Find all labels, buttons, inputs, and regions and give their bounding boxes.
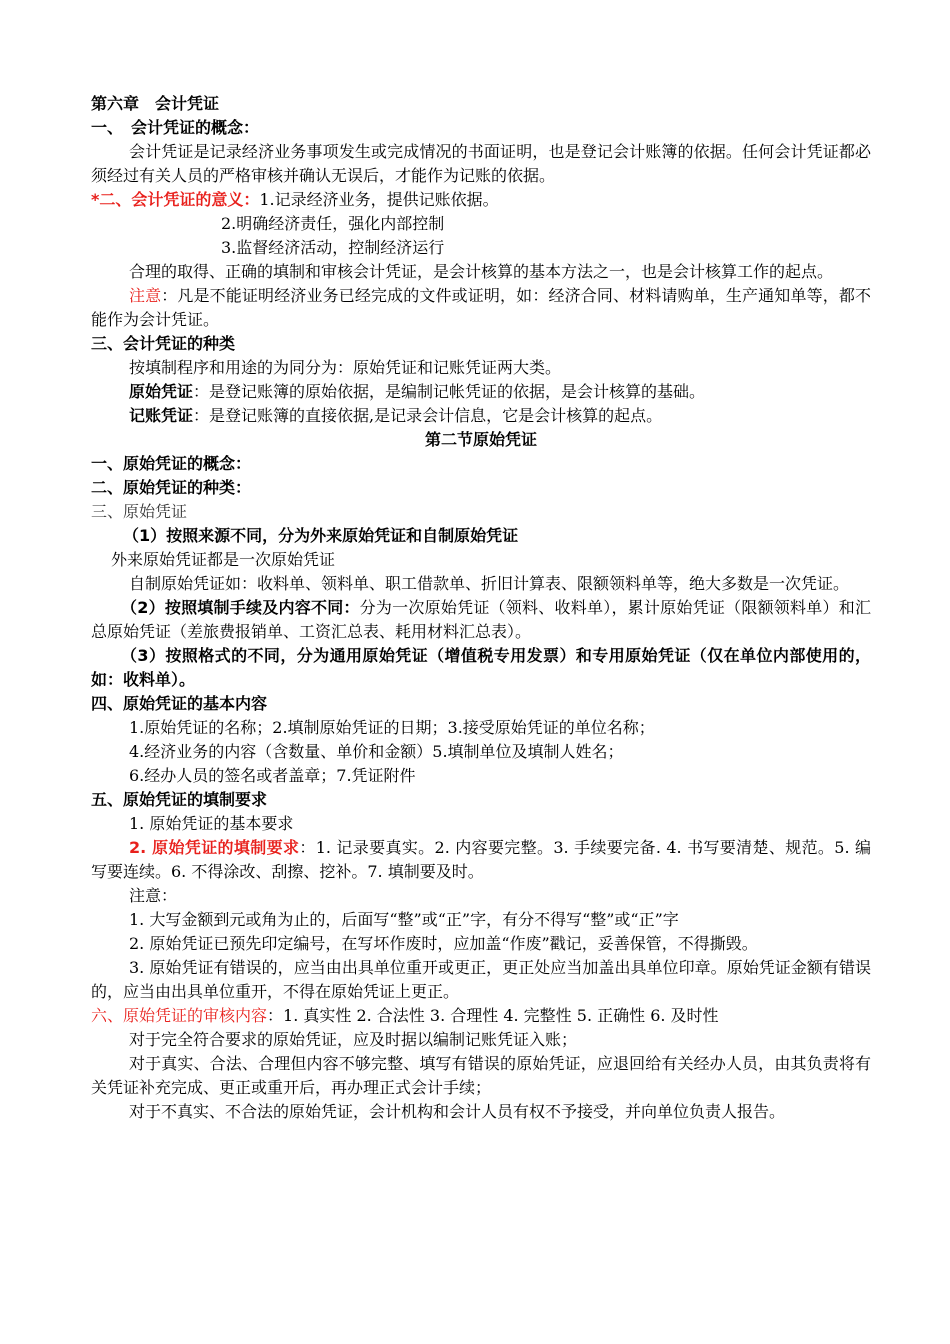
significance-item-3: 3.监督经济活动，控制经济运行	[221, 238, 445, 257]
audit-line-3: 对于不真实、不合法的原始凭证，会计机构和会计人员有权不予接受，并向单位负责人报告。	[129, 1102, 786, 1121]
fill-requirements-heading: 五、原始凭证的填制要求	[91, 790, 268, 809]
significance-item-2: 2.明确经济责任，强化内部控制	[221, 214, 445, 233]
original-label: 原始凭证	[129, 382, 194, 401]
document-page	[91, 92, 871, 1124]
classification-2	[91, 596, 871, 644]
classification-1a: 外来原始凭证都是一次原始凭证	[111, 550, 336, 569]
concept-paragraph: 会计凭证是记录经济业务事项发生或完成情况的书面证明，也是登记会计账簿的依据。任何会计凭证都必须经过有关人员的严格审核并确认无误后，才能作为记账的依据。	[91, 142, 871, 185]
audit-row	[91, 1004, 871, 1028]
note-label: 注意	[129, 286, 162, 305]
section2-title: 第二节原始凭证	[424, 430, 537, 449]
section-heading-concept: 一、 会计凭证的概念：	[91, 118, 260, 137]
original-voucher-heading: 三、原始凭证	[91, 502, 188, 521]
types-line-1: 按填制程序和用途的为同分为：原始凭证和记账凭证两大类。	[129, 358, 562, 377]
significance-item-1: 1.记录经济业务，提供记账依据。	[259, 190, 499, 209]
original-concept-heading: 一、原始凭证的概念：	[91, 454, 252, 473]
section-heading-significance: *二、会计凭证的意义：	[91, 190, 260, 209]
fill-requirement-2-text: ：1. 记录要真实。2. 内容要完整。3. 手续要完备. 4. 书写要清楚、规范。5. 编写要连续。6. 不得涂改、刮擦、挖补。7. 填制要及时。	[91, 838, 871, 881]
classification-1: （1）按照来源不同，分为外来原始凭证和自制原始凭证	[123, 526, 519, 545]
chapter-title: 第六章 会计凭证	[91, 94, 220, 113]
section-heading-types: 三、会计凭证的种类	[91, 334, 236, 353]
basic-content-line-1: 1.原始凭证的名称；2.填制原始凭证的日期；3.接受原始凭证的单位名称；	[129, 718, 655, 737]
significance-row	[91, 188, 871, 212]
classification-1b: 自制原始凭证如：收料单、领料单、职工借款单、折旧计算表、限额领料单等，绝大多数是一次凭证。	[129, 574, 850, 593]
fill-requirement-2	[91, 836, 871, 884]
audit-heading: 六、原始凭证的审核内容	[91, 1006, 268, 1025]
basic-content-heading: 四、原始凭证的基本内容	[91, 694, 268, 713]
fill-requirement-2-label: 2. 原始凭证的填制要求	[129, 838, 300, 857]
significance-note	[91, 284, 871, 332]
fill-note-3: 3. 原始凭证有错误的，应当由出具单位重开或更正，更正处应当加盖出具单位印章。原始凭证金额有错误的，应当由出具单位重开，不得在原始凭证上更正。	[91, 958, 871, 1001]
types-original	[91, 380, 871, 404]
types-record	[91, 404, 871, 428]
fill-note-1: 1. 大写金额到元或角为止的，后面写“整”或“正”字，有分不得写“整”或“正”字	[129, 910, 679, 929]
record-label: 记账凭证	[129, 406, 194, 425]
classification-2-text: 分为一次原始凭证（领料、收料单），累计原始凭证（限额领料单）和汇总原始凭证（差旅费报销单、工资汇总表、耗用材料汇总表）。	[91, 598, 871, 641]
fill-note-2: 2. 原始凭证已预先印定编号，在写坏作废时，应加盖“作废”戳记，妥善保管，不得撕毁。	[129, 934, 758, 953]
audit-line-1: 对于完全符合要求的原始凭证，应及时据以编制记账凭证入账；	[129, 1030, 578, 1049]
original-text: ：是登记账簿的原始依据，是编制记帐凭证的依据，是会计核算的基础。	[193, 382, 706, 401]
significance-paragraph: 合理的取得、正确的填制和审核会计凭证，是会计核算的基本方法之一，也是会计核算工作的起点。	[129, 262, 834, 281]
original-types-heading: 二、原始凭证的种类：	[91, 478, 252, 497]
classification-3: （3）按照格式的不同，分为通用原始凭证（增值税专用发票）和专用原始凭证（仅在单位内部使用的，如：收料单）。	[91, 646, 871, 689]
basic-content-line-3: 6.经办人员的签名或者盖章；7.凭证附件	[129, 766, 416, 785]
audit-heading-text: ：1. 真实性 2. 合法性 3. 合理性 4. 完整性 5. 正确性 6. 及时性	[267, 1006, 719, 1025]
note-text: ：凡是不能证明经济业务已经完成的文件或证明，如：经济合同、材料请购单，生产通知单等，都不能作为会计凭证。	[91, 286, 871, 329]
basic-content-line-2: 4.经济业务的内容（含数量、单价和金额）5.填制单位及填制人姓名；	[129, 742, 624, 761]
record-text: ：是登记账簿的直接依据,是记录会计信息，它是会计核算的起点。	[193, 406, 663, 425]
audit-line-2: 对于真实、合法、合理但内容不够完整、填写有错误的原始凭证，应退回给有关经办人员，由其负责将有关凭证补充完成、更正或重开后，再办理正式会计手续；	[91, 1054, 871, 1097]
fill-requirement-1: 1. 原始凭证的基本要求	[129, 814, 294, 833]
fill-note-label: 注意：	[129, 886, 178, 905]
classification-2-label: （2）按照填制手续及内容不同：	[121, 598, 360, 617]
